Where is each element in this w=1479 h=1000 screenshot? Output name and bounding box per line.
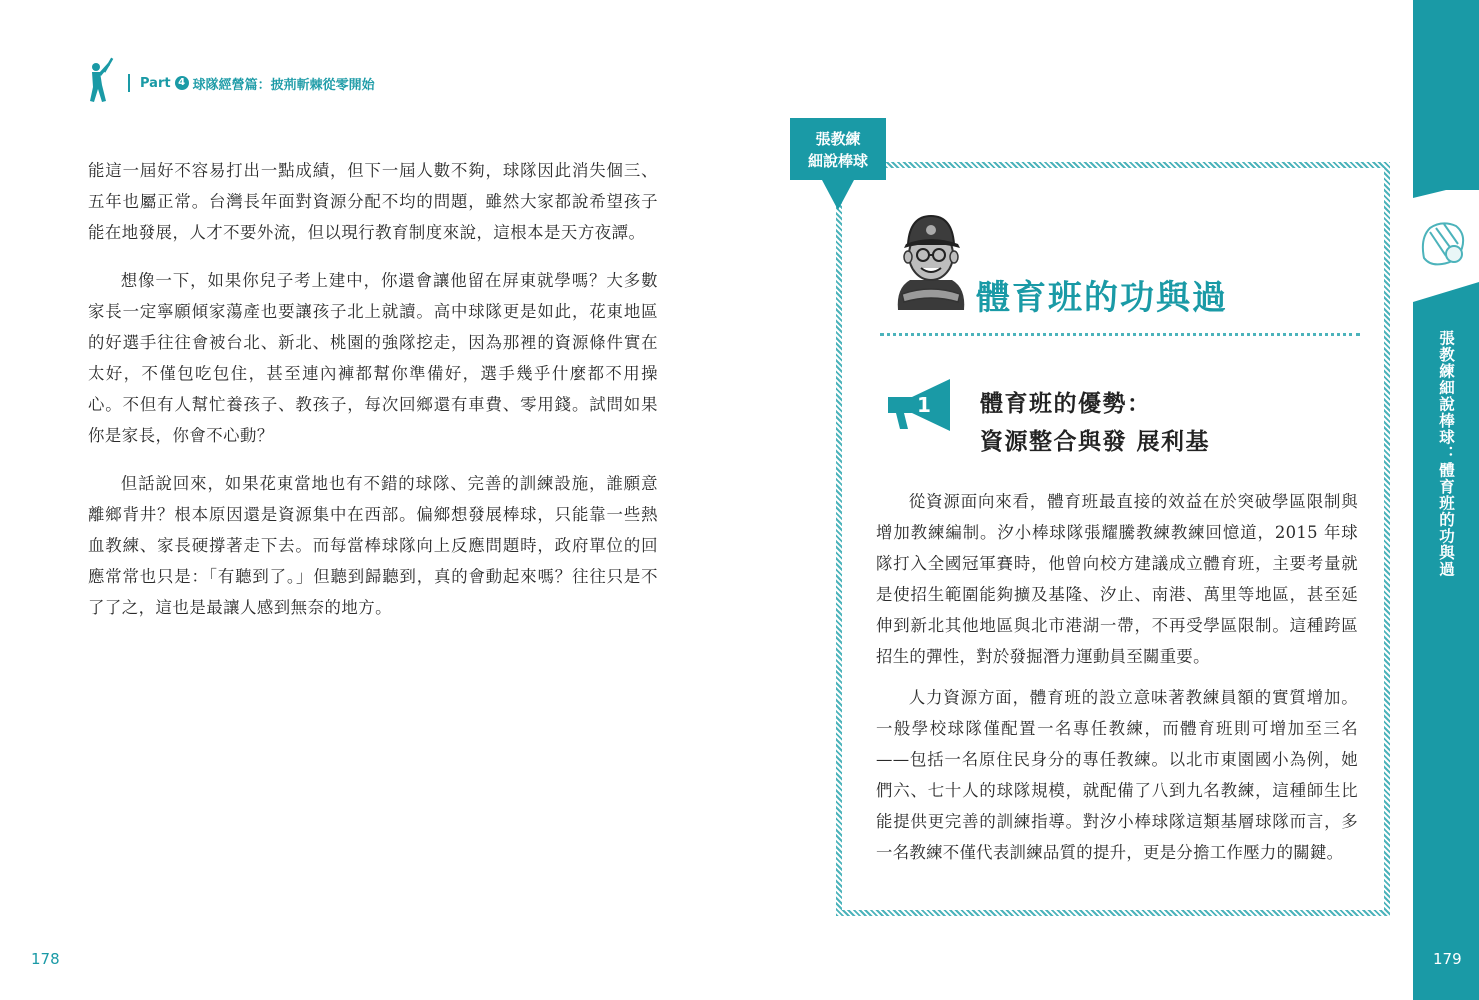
batter-icon (80, 57, 120, 109)
section-number: 1 (917, 393, 931, 417)
dotted-divider (880, 333, 1360, 336)
left-page-body (88, 155, 658, 640)
left-paragraph-3: 但話說回來，如果花東當地也有不錯的球隊、完善的訓練設施，誰願意離鄉背井？根本原因還是資源集中在西部。偏鄉想發展棒球，只能靠一些熱血教練、家長硬撐著走下去。而每當棒球隊向上反應問題時，政府單位的回應常常也只是：「有聽到了。」但聽到歸聽到，真的會動起來嗎？往往只是不了了之，這也是最讓人感到無奈的地方。 (88, 474, 658, 617)
header-divider (128, 74, 130, 92)
part-number-badge: 4 (175, 76, 189, 90)
megaphone-icon (884, 375, 960, 435)
section-heading-line-1: 體育班的優勢： (980, 390, 1152, 417)
right-page-body (876, 486, 1358, 878)
column-badge-text (790, 128, 886, 172)
baseball-glove-icon (1416, 218, 1468, 270)
right-paragraph-2: 人力資源方面，體育班的設立意味著教練員額的實質增加。一般學校球隊僅配置一名專任教練，而體育班則可增加至三名——包括一名原住民身分的專任教練。以北市東園國小為例，她們六、七十人的球隊規模，就配備了八到九名教練，這種師生比能提供更完善的訓練指導。對汐小棒球隊這類基層球隊而言，多一名教練不僅代表訓練品質的提升，更是分擔工作壓力的關鍵。 (876, 688, 1358, 862)
page-number-left: 178 (31, 950, 60, 968)
chapter-heading (140, 74, 375, 93)
badge-line-2: 細說棒球 (807, 152, 868, 170)
running-header (80, 58, 375, 108)
section-heading-line-2: 資源整合與發 展利基 (980, 428, 1211, 455)
left-paragraph-2: 想像一下，如果你兒子考上建中，你還會讓他留在屏東就學嗎？大多數家長一定寧願傾家蕩產也要讓孩子北上就讀。高中球隊更是如此，花東地區的好選手往往會被台北、新北、桃園的強隊挖走，因為那裡的資源條件實在太好，不僅包吃包住，甚至連內褲都幫你準備好，選手幾乎什麼都不用操心。不但有人幫忙養孩子、教孩子，每次回鄉還有車費、零用錢。試問如果你是家長，你會不心動？ (88, 271, 658, 445)
section-heading (980, 385, 1210, 461)
right-paragraph-1: 從資源面向來看，體育班最直接的效益在於突破學區限制與增加教練編制。汐小棒球隊張耀騰教練教練回憶道，2015 年球隊打入全國冠軍賽時，他曾向校方建議成立體育班，主要考量就是使招生範圍能夠擴及基隆、汐止、南港、萬里等地區，甚至延伸到新北其他地區與北市港湖一帶，不再受學區限制。這種跨區招生的彈性，對於發掘潛力運動員至關重要。 (876, 492, 1358, 666)
chapter-title: 球隊經營篇：披荊斬棘從零開始 (192, 77, 375, 93)
page-number-right: 179 (1433, 950, 1462, 968)
coach-avatar-icon (888, 210, 974, 310)
box-title: 體育班的功與過 (976, 278, 1228, 318)
left-paragraph-1: 能這一屆好不容易打出一點成績，但下一屆人數不夠，球隊因此消失個三、五年也屬正常。台灣長年面對資源分配不均的問題，雖然大家都說希望孩子能在地發展，人才不要外流，但以現行教育制度來說，這根本是天方夜譚。 (88, 161, 658, 242)
side-tab-title: 張教練細說棒球：體育班的功與過 (1437, 330, 1455, 578)
part-label: Part (140, 75, 171, 91)
badge-line-1: 張教練 (815, 130, 861, 148)
